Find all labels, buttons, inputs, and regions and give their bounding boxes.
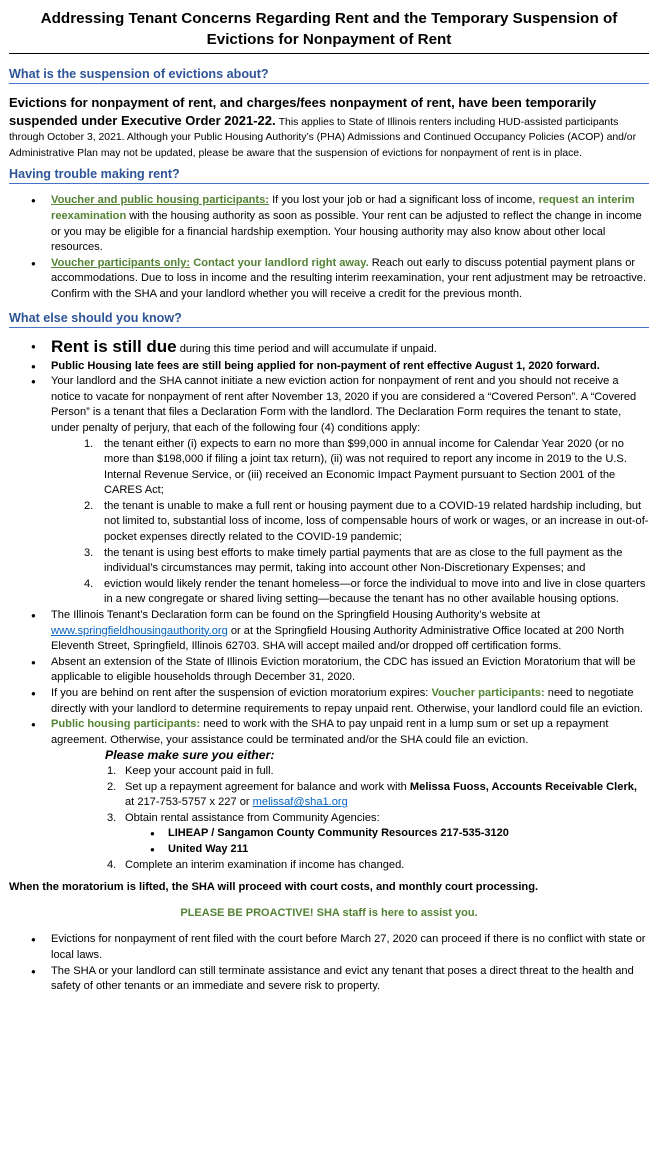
text: at 217-753-5757 x 227 or <box>125 796 253 809</box>
step-item <box>9 858 649 874</box>
agency-item: ● LIHEAP / Sangamon County Community Resources 217-535-3120 <box>9 826 649 842</box>
section-heading-else: What else should you know? <box>9 310 649 328</box>
contact-landlord-highlight: Contact your landlord right away. <box>190 256 369 269</box>
list-item <box>9 717 649 748</box>
list-item: ● Evictions for nonpayment of rent filed with the court before March 27, 2020 can proceed if there is no conflict with state or local laws. <box>9 932 649 963</box>
text: Set up a repayment agreement for balance and work with <box>125 780 410 793</box>
steps-list <box>9 764 649 826</box>
cdc-text: Absent an extension of the State of Illinois Eviction moratorium, the CDC has issued an Eviction Moratorium that will be applicable to eligible households through December 31, 2020. <box>51 655 636 684</box>
item-number: 1. <box>84 437 94 450</box>
item-number: 4. <box>84 577 94 590</box>
list-item <box>9 359 649 375</box>
list-item <box>9 686 649 717</box>
condition-item <box>9 499 649 546</box>
text: Keep your account paid in full. <box>125 764 274 777</box>
text: Complete an interim examination if income has changed. <box>125 858 405 871</box>
text: The Illinois Tenant’s Declaration form can be found on the Springfield Housing Authority’s website at <box>51 609 541 622</box>
agency-item: ● United Way 211 <box>9 842 649 858</box>
section-heading-suspension: What is the suspension of evictions about? <box>9 66 649 84</box>
rent-still-due: Rent is still due <box>51 336 177 356</box>
list-item <box>9 337 649 359</box>
condition-item <box>9 437 649 499</box>
closing-statement: When the moratorium is lifted, the SHA will proceed with court costs, and monthly court processing. <box>9 881 539 894</box>
suspension-lead: Evictions for nonpayment of rent, and charges/fees nonpayment of rent, have been temporarily suspended under Executive Order 2021-22. <box>9 95 597 128</box>
list-item <box>9 193 649 255</box>
page-title: Addressing Tenant Concerns Regarding Rent and the Temporary Suspension of Evictions for Nonpayment of Rent <box>9 0 649 54</box>
conditions-list <box>9 437 649 609</box>
proactive-callout: PLEASE BE PROACTIVE! SHA staff is here to assist you. <box>180 906 478 919</box>
steps-list-continued <box>9 858 649 874</box>
public-housing-label: Public housing participants: <box>51 718 201 731</box>
list-item: ● The SHA or your landlord can still terminate assistance and evict any tenant that poses a direct threat to the health and safety of other tenants or an immediate and severe risk to property. <box>9 964 649 995</box>
item-number: 3. <box>107 811 117 824</box>
suspension-body: This applies to State of Illinois renters including HUD-assisted participants through October 3, 2021. Although your Public Housing Authority’s (PHA) Admissions and Continued Occupancy Policies (ACOP) and/or Administrative Plan may not be updated, please be aware that the suspension of evictions for nonpayment of rent is in place. <box>9 116 637 159</box>
text: need to negotiate directly with your landlord to determine requirements to repay unpaid rent. Otherwise, your landlord could file an eviction. <box>51 687 643 715</box>
item-number: 3. <box>84 546 94 559</box>
text: Reach out early to discuss potential payment plans or accommodations. Due to loss in income and the resulting interim reexamination, your rent adjustment may be retroactive. Confirm with the SHA and your landlord whether you will receive a credit for the previous month. <box>51 256 647 300</box>
covered-person-text: Your landlord and the SHA cannot initiate a new eviction action for nonpayment of rent and you should not receive a notice to vacate for nonpayment of rent after November 13, 2020 if you are considered a “Covered Person”. A “Covered Person” is a tenant that files a Declaration Form with the landlord. The Declaration Form requires the tenant to state, under penalty of perjury, that each of the following four (4) conditions apply: <box>51 375 637 434</box>
voucher-public-label: Voucher and public housing participants: <box>51 194 269 207</box>
text: the tenant is unable to make a full rent or housing payment due to a COVID-19 related hardship including, but not limited to, substantial loss of income, loss of compensable hours of work or wages, or an increase in out-of-pocket expenses directly related to the COVID-19 pandemic; <box>104 499 649 544</box>
email-link[interactable]: melissaf@sha1.org <box>252 796 348 809</box>
text: If you lost your job or had a significant loss of income, <box>269 194 539 207</box>
item-number: 4. <box>107 858 117 871</box>
list-item <box>9 256 649 303</box>
list-item <box>9 655 649 686</box>
text: If you are behind on rent after the suspension of eviction moratorium expires: <box>51 687 432 699</box>
contact-name: Melissa Fuoss, Accounts Receivable Clerk, <box>409 780 638 793</box>
section-heading-trouble: Having trouble making rent? <box>9 166 649 184</box>
text: or at the Springfield Housing Authority Administrative Office located at 200 North Eleventh Street, Springfield, Illinois 62703. SHA will accept mailed and/or dropped off certification forms. <box>51 624 625 653</box>
voucher-only-label: Voucher participants only: <box>51 256 191 269</box>
agencies-list <box>9 826 649 857</box>
voucher-participants-label: Voucher participants: <box>431 687 545 699</box>
step-item <box>9 811 649 827</box>
condition-item <box>9 577 649 608</box>
step-item <box>9 764 649 780</box>
text: with the housing authority as soon as possible. Your rent can be adjusted to reflect the change in income or you may be eligible for a financial hardship exemption. Your housing authority may also know about other local resources. <box>51 209 642 254</box>
item-number: 2. <box>84 499 94 512</box>
step-item <box>9 780 649 811</box>
list-item <box>9 374 649 608</box>
item-number: 1. <box>107 764 117 777</box>
text: the tenant is using best efforts to make timely partial payments that are as close to the full payment as the individual’s circumstances may permit, taking into account other Non-Discretionary Expenses; and <box>104 546 623 575</box>
interim-reexam-highlight: request an interim reexamination <box>51 194 635 222</box>
trouble-list <box>9 193 649 302</box>
item-number: 2. <box>107 780 117 793</box>
final-list <box>9 932 649 994</box>
list-item <box>9 608 649 655</box>
suspension-paragraph <box>9 95 649 161</box>
text: Obtain rental assistance from Community Agencies: <box>125 811 380 824</box>
text: eviction would likely render the tenant homeless—or force the individual to move into and live in close quarters in a new congregate or shared living setting—because the tenant has no other available housing options. <box>104 577 646 606</box>
text: need to work with the SHA to pay unpaid rent in a lump sum or set up a repayment agreement. Otherwise, your assistance could be terminated and/or the SHA could file an eviction. <box>51 718 609 746</box>
make-sure-heading: Please make sure you either: <box>105 748 275 763</box>
else-list <box>9 337 649 749</box>
condition-item <box>9 546 649 577</box>
text: the tenant either (i) expects to earn no more than $99,000 in annual income for Calendar Year 2020 (or no more than $198,000 if filing a joint tax return), (ii) was not required to report any income in 2019 to the U.S. Internal Revenue Service, or (iii) received an Economic Impact Payment pursuant to Section 2001 of the CARES Act; <box>104 437 627 497</box>
late-fees-text: Public Housing late fees are still being applied for non-payment of rent effective August 1, 2020 forward. <box>51 359 600 372</box>
text: during this time period and will accumulate if unpaid. <box>176 342 437 355</box>
sha-website-link[interactable]: www.springfieldhousingauthority.org <box>51 624 228 637</box>
